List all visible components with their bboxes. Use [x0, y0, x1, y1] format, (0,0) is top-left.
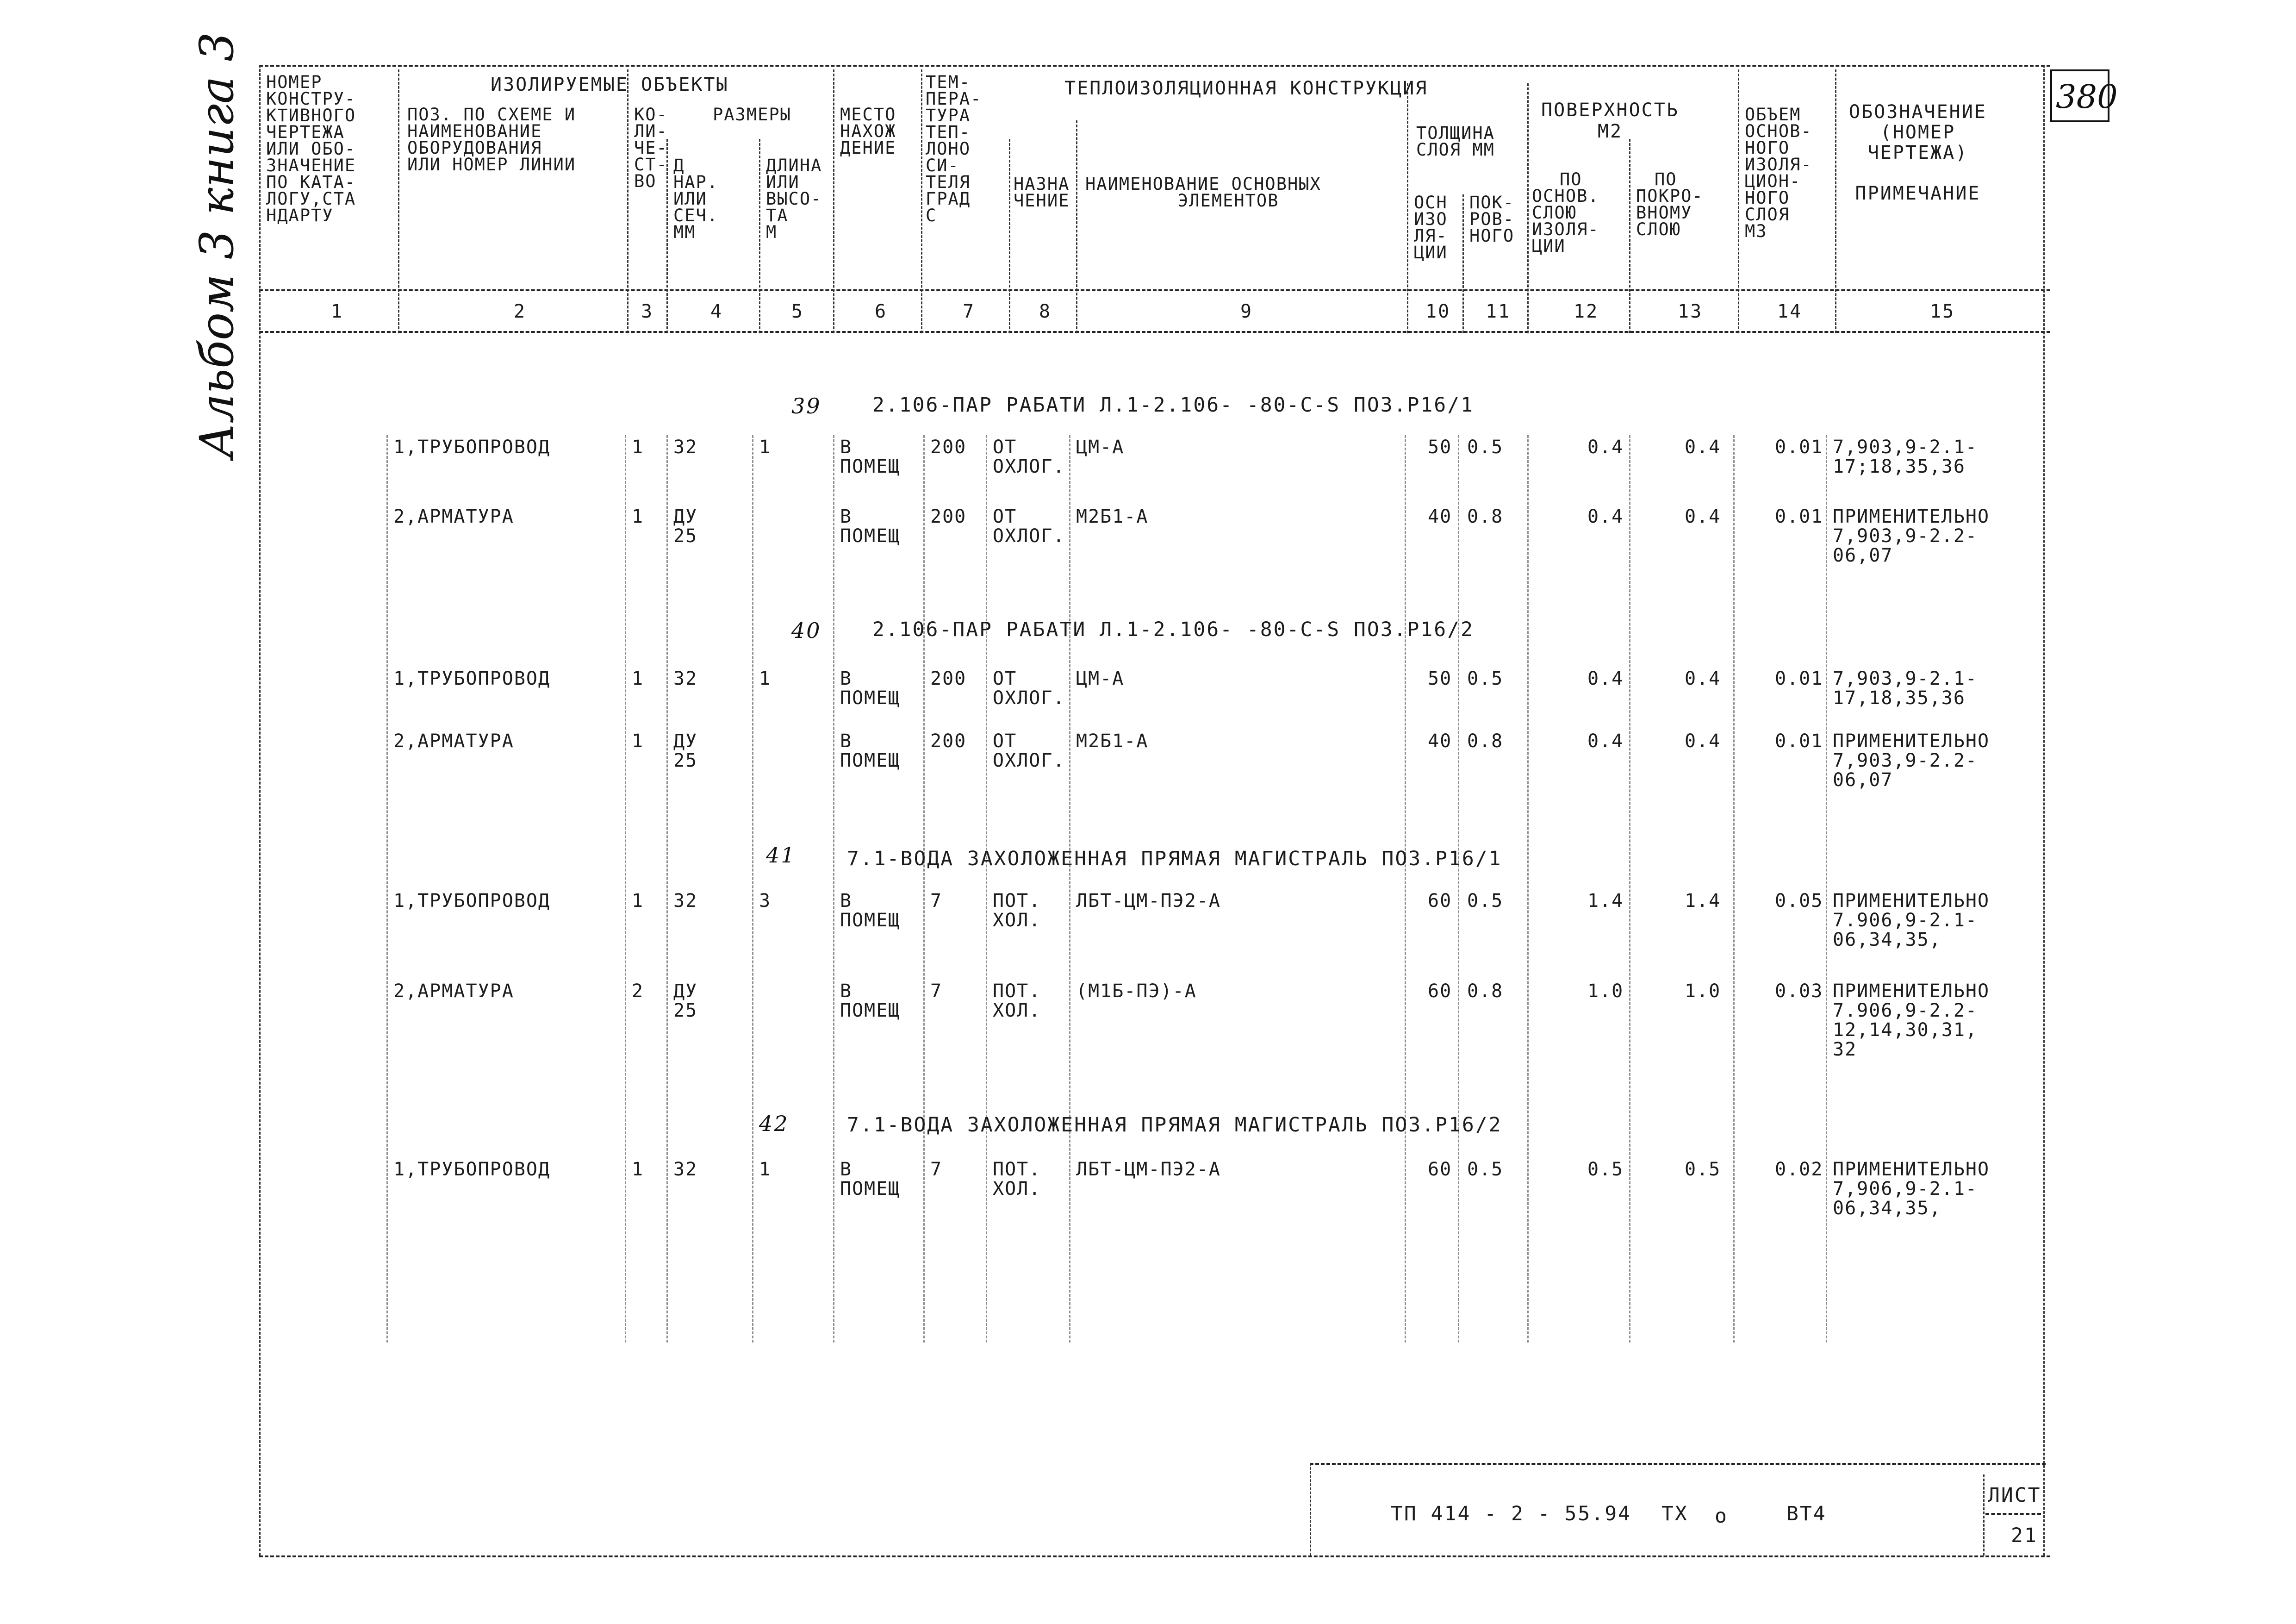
- sheet-divider: [1985, 1513, 2041, 1515]
- row-name: 2,АРМАТУРА: [393, 981, 514, 1002]
- row-temp: 200: [930, 731, 967, 752]
- row-qty: 2: [632, 981, 644, 1002]
- stamp-left-line: [1310, 1463, 1311, 1555]
- row-qty: 1: [632, 437, 644, 458]
- row-surface-main: 0.4: [1587, 437, 1624, 458]
- row-surface-main: 0.4: [1587, 506, 1624, 527]
- colnum-2: 2: [514, 301, 527, 322]
- row-diameter: ДУ 25: [673, 981, 698, 1021]
- col-sep: [1009, 139, 1010, 333]
- header-col1: НОМЕР КОНСТРУ- КТИВНОГО ЧЕРТЕЖА ИЛИ ОБО- ЗНАЧЕНИЕ ПО КАТА- ЛОГУ,СТА НДАРТУ: [266, 72, 356, 225]
- row-note: 7,903,9-2.1- 17,18,35,36: [1833, 668, 1978, 709]
- col-sep: [1462, 194, 1464, 333]
- body-col-line: [386, 435, 388, 1343]
- col-sep: [921, 69, 922, 333]
- row-thickness-main: 50: [1428, 668, 1452, 689]
- section-title: 7.1-ВОДА ЗАХОЛОЖЕННАЯ ПРЯМАЯ МАГИСТРАЛЬ ПОЗ.Р16/2: [847, 1113, 1502, 1137]
- colnum-7: 7: [963, 301, 976, 322]
- colnum-12: 12: [1574, 301, 1599, 322]
- frame-bottom: [259, 1555, 2050, 1557]
- row-temp: 7: [930, 890, 943, 912]
- row-elements: ЦМ-А: [1076, 437, 1125, 458]
- document-code: ТП 414 - 2 - 55.94: [1391, 1502, 1631, 1525]
- row-place: В ПОМЕЩ: [840, 437, 901, 477]
- row-surface-cover: 0.4: [1685, 668, 1721, 689]
- document-dot: о: [1715, 1505, 1728, 1528]
- row-thickness-main: 60: [1428, 981, 1452, 1002]
- colnum-3: 3: [641, 301, 654, 322]
- col-sep: [1629, 139, 1630, 333]
- body-col-line: [1733, 435, 1735, 1343]
- objects-title: ИЗОЛИРУЕМЫЕ ОБЪЕКТЫ: [491, 74, 729, 95]
- row-surface-main: 0.5: [1587, 1159, 1624, 1180]
- section-number: 40: [791, 618, 821, 643]
- header-col6: МЕСТО НАХОЖ ДЕНИЕ: [840, 105, 896, 158]
- section-number: 42: [759, 1111, 789, 1136]
- row-thickness-cover: 0.8: [1467, 506, 1504, 527]
- body-col-line: [1458, 435, 1459, 1343]
- row-thickness-main: 60: [1428, 1159, 1452, 1180]
- row-temp: 200: [930, 668, 967, 689]
- col-sep: [627, 69, 628, 333]
- frame-right: [2043, 65, 2045, 1555]
- row-name: 1,ТРУБОПРОВОД: [393, 668, 551, 689]
- row-thickness-main: 40: [1428, 731, 1452, 752]
- row-surface-main: 1.4: [1587, 890, 1624, 912]
- row-purpose: ОТ ОХЛОГ.: [993, 731, 1065, 771]
- header-col7: ТЕМ- ПЕРА- ТУРА ТЕП- ЛОНО СИ- ТЕЛЯ ГРАД С: [926, 72, 982, 225]
- row-thickness-cover: 0.8: [1467, 981, 1504, 1002]
- body-col-line: [833, 435, 834, 1343]
- section-title: 2.106-ПАР РАБАТИ Л.1-2.106- -80-С-S ПОЗ.Р16/2: [872, 618, 1474, 641]
- colnum-6: 6: [875, 301, 888, 322]
- document-tx: ТХ: [1661, 1502, 1688, 1525]
- row-thickness-main: 50: [1428, 437, 1452, 458]
- frame-top: [259, 65, 2050, 67]
- body-col-line: [625, 435, 626, 1343]
- header-bottom-line: [259, 289, 2050, 291]
- header-col8: НАЗНА ЧЕНИЕ: [1014, 174, 1070, 211]
- section-number: 41: [766, 843, 796, 868]
- colnum-4: 4: [710, 301, 723, 322]
- body-col-line: [752, 435, 753, 1343]
- row-place: В ПОМЕЩ: [840, 890, 901, 931]
- col-sep: [759, 139, 760, 333]
- page-number: 380: [2056, 78, 2118, 116]
- row-surface-main: 0.4: [1587, 731, 1624, 752]
- row-volume: 0.05: [1775, 890, 1823, 912]
- body-col-line: [1405, 435, 1406, 1343]
- colnum-14: 14: [1777, 301, 1803, 322]
- row-thickness-cover: 0.5: [1467, 437, 1504, 458]
- sheet-label: ЛИСТ: [1988, 1484, 2041, 1507]
- row-elements: М2Б1-А: [1076, 506, 1149, 527]
- row-thickness-main: 60: [1428, 890, 1452, 912]
- col-sep: [1527, 83, 1529, 333]
- album-note: Альбом 3 книга 3: [190, 32, 244, 458]
- section-title: 2.106-ПАР РАБАТИ Л.1-2.106- -80-С-S ПОЗ.Р16/1: [872, 394, 1474, 417]
- row-qty: 1: [632, 506, 644, 527]
- colnum-1: 1: [331, 301, 344, 322]
- col-sep: [1835, 69, 1836, 333]
- row-temp: 7: [930, 1159, 943, 1180]
- numbers-bottom-line: [259, 331, 2050, 333]
- row-name: 2,АРМАТУРА: [393, 506, 514, 527]
- row-diameter: 32: [673, 668, 698, 689]
- body-col-line: [666, 435, 668, 1343]
- row-name: 1,ТРУБОПРОВОД: [393, 437, 551, 458]
- row-volume: 0.03: [1775, 981, 1823, 1002]
- row-thickness-cover: 0.8: [1467, 731, 1504, 752]
- stamp-sheet-line: [1983, 1474, 1985, 1555]
- row-qty: 1: [632, 731, 644, 752]
- row-thickness-cover: 0.5: [1467, 890, 1504, 912]
- row-length: 1: [759, 668, 772, 689]
- row-surface-cover: 1.0: [1685, 981, 1721, 1002]
- row-surface-cover: 0.5: [1685, 1159, 1721, 1180]
- row-diameter: 32: [673, 437, 698, 458]
- row-volume: 0.02: [1775, 1159, 1823, 1180]
- body-col-line: [1629, 435, 1630, 1343]
- row-place: В ПОМЕЩ: [840, 981, 901, 1021]
- header-col10: ОСН ИЗО ЛЯ- ЦИИ: [1414, 193, 1448, 262]
- row-thickness-main: 40: [1428, 506, 1452, 527]
- row-elements: ЦМ-А: [1076, 668, 1125, 689]
- row-temp: 7: [930, 981, 943, 1002]
- row-volume: 0.01: [1775, 668, 1823, 689]
- row-purpose: ПОТ. ХОЛ.: [993, 890, 1041, 931]
- row-qty: 1: [632, 1159, 644, 1180]
- body-col-line: [986, 435, 987, 1343]
- row-diameter: 32: [673, 890, 698, 912]
- header-col13: ПО ПОКРО- ВНОМУ СЛОЮ: [1636, 169, 1704, 239]
- colnum-11: 11: [1486, 301, 1511, 322]
- thickness-title: ТОЛЩИНА СЛОЯ ММ: [1416, 123, 1495, 160]
- row-purpose: ОТ ОХЛОГ.: [993, 668, 1065, 709]
- row-surface-main: 0.4: [1587, 668, 1624, 689]
- row-purpose: ОТ ОХЛОГ.: [993, 506, 1065, 547]
- body-col-line: [1069, 435, 1070, 1343]
- row-qty: 1: [632, 890, 644, 912]
- row-length: 3: [759, 890, 772, 912]
- row-note: ПРИМЕНИТЕЛЬНО 7,903,9-2.2- 06,07: [1833, 506, 1990, 566]
- page-number-box: [2050, 69, 2118, 122]
- row-place: В ПОМЕЩ: [840, 668, 901, 709]
- row-qty: 1: [632, 668, 644, 689]
- col-sep: [1076, 120, 1077, 333]
- row-length: 1: [759, 1159, 772, 1180]
- row-name: 2,АРМАТУРА: [393, 731, 514, 752]
- header-col12: ПО ОСНОВ. СЛОЮ ИЗОЛЯ- ЦИИ: [1532, 169, 1599, 256]
- document-vt: ВТ4: [1786, 1502, 1827, 1525]
- section-title: 7.1-ВОДА ЗАХОЛОЖЕННАЯ ПРЯМАЯ МАГИСТРАЛЬ ПОЗ.Р16/1: [847, 847, 1502, 870]
- row-surface-cover: 0.4: [1685, 506, 1721, 527]
- row-note: 7,903,9-2.1- 17;18,35,36: [1833, 437, 1978, 477]
- row-elements: ЛБТ-ЦМ-ПЭ2-А: [1076, 1159, 1221, 1180]
- row-diameter: 32: [673, 1159, 698, 1180]
- row-note: ПРИМЕНИТЕЛЬНО 7.906,9-2.2- 12,14,30,31, 32: [1833, 981, 1990, 1060]
- row-length: 1: [759, 437, 772, 458]
- header-col14: ОБЪЕМ ОСНОВ- НОГО ИЗОЛЯ- ЦИОН- НОГО СЛОЯ М3: [1745, 105, 1812, 241]
- row-volume: 0.01: [1775, 506, 1823, 527]
- row-note: ПРИМЕНИТЕЛЬНО 7,903,9-2.2- 06,07: [1833, 731, 1990, 791]
- row-temp: 200: [930, 506, 967, 527]
- colnum-15: 15: [1930, 301, 1955, 322]
- col-sep: [833, 69, 834, 333]
- row-surface-main: 1.0: [1587, 981, 1624, 1002]
- header-col3: КО- ЛИ- ЧЕ- СТ- ВО: [634, 105, 668, 191]
- header-col4: Д НАР. ИЛИ СЕЧ. ММ: [673, 156, 719, 242]
- row-thickness-cover: 0.5: [1467, 1159, 1504, 1180]
- row-thickness-cover: 0.5: [1467, 668, 1504, 689]
- row-surface-cover: 1.4: [1685, 890, 1721, 912]
- header-col5: ДЛИНА ИЛИ ВЫСО- ТА М: [766, 156, 822, 242]
- colnum-8: 8: [1039, 301, 1052, 322]
- header-col11: ПОК- РОВ- НОГО: [1469, 193, 1515, 246]
- row-temp: 200: [930, 437, 967, 458]
- header-col2: ПОЗ. ПО СХЕМЕ И НАИМЕНОВАНИЕ ОБОРУДОВАНИЯ ИЛИ НОМЕР ЛИНИИ: [407, 105, 576, 175]
- surface-title: ПОВЕРХНОСТЬ М2: [1541, 100, 1679, 142]
- colnum-10: 10: [1425, 301, 1451, 322]
- row-purpose: ПОТ. ХОЛ.: [993, 1159, 1041, 1199]
- section-number: 39: [791, 394, 821, 418]
- body-col-line: [1527, 435, 1529, 1343]
- header-col15: ОБОЗНАЧЕНИЕ (НОМЕР ЧЕРТЕЖА) ПРИМЕЧАНИЕ: [1849, 101, 1987, 204]
- sheet-number: 21: [2011, 1524, 2038, 1547]
- sizes-title: РАЗМЕРЫ: [713, 105, 791, 125]
- colnum-9: 9: [1240, 301, 1253, 322]
- row-diameter: ДУ 25: [673, 506, 698, 547]
- body-col-line: [1826, 435, 1827, 1343]
- row-volume: 0.01: [1775, 437, 1823, 458]
- row-volume: 0.01: [1775, 731, 1823, 752]
- body-col-line: [923, 435, 925, 1343]
- row-name: 1,ТРУБОПРОВОД: [393, 890, 551, 912]
- colnum-13: 13: [1678, 301, 1703, 322]
- col-sep: [398, 69, 399, 333]
- row-elements: ЛБТ-ЦМ-ПЭ2-А: [1076, 890, 1221, 912]
- row-note: ПРИМЕНИТЕЛЬНО 7,906,9-2.1- 06,34,35,: [1833, 1159, 1990, 1219]
- colnum-5: 5: [791, 301, 804, 322]
- row-diameter: ДУ 25: [673, 731, 698, 771]
- row-place: В ПОМЕЩ: [840, 1159, 901, 1199]
- stamp-top-line: [1310, 1463, 2046, 1465]
- header-col9: НАИМЕНОВАНИЕ ОСНОВНЫХ ЭЛЕМЕНТОВ: [1085, 174, 1321, 211]
- row-purpose: ОТ ОХЛОГ.: [993, 437, 1065, 477]
- row-place: В ПОМЕЩ: [840, 506, 901, 547]
- row-surface-cover: 0.4: [1685, 437, 1721, 458]
- row-elements: М2Б1-А: [1076, 731, 1149, 752]
- row-surface-cover: 0.4: [1685, 731, 1721, 752]
- col-sep: [1738, 69, 1739, 333]
- frame-left: [259, 65, 261, 1555]
- col-sep: [1407, 83, 1408, 333]
- construction-title: ТЕПЛОИЗОЛЯЦИОННАЯ КОНСТРУКЦИЯ: [1064, 78, 1428, 99]
- row-note: ПРИМЕНИТЕЛЬНО 7.906,9-2.1- 06,34,35,: [1833, 890, 1990, 950]
- row-place: В ПОМЕЩ: [840, 731, 901, 771]
- row-elements: (М1Б-ПЭ)-А: [1076, 981, 1197, 1002]
- row-purpose: ПОТ. ХОЛ.: [993, 981, 1041, 1021]
- row-name: 1,ТРУБОПРОВОД: [393, 1159, 551, 1180]
